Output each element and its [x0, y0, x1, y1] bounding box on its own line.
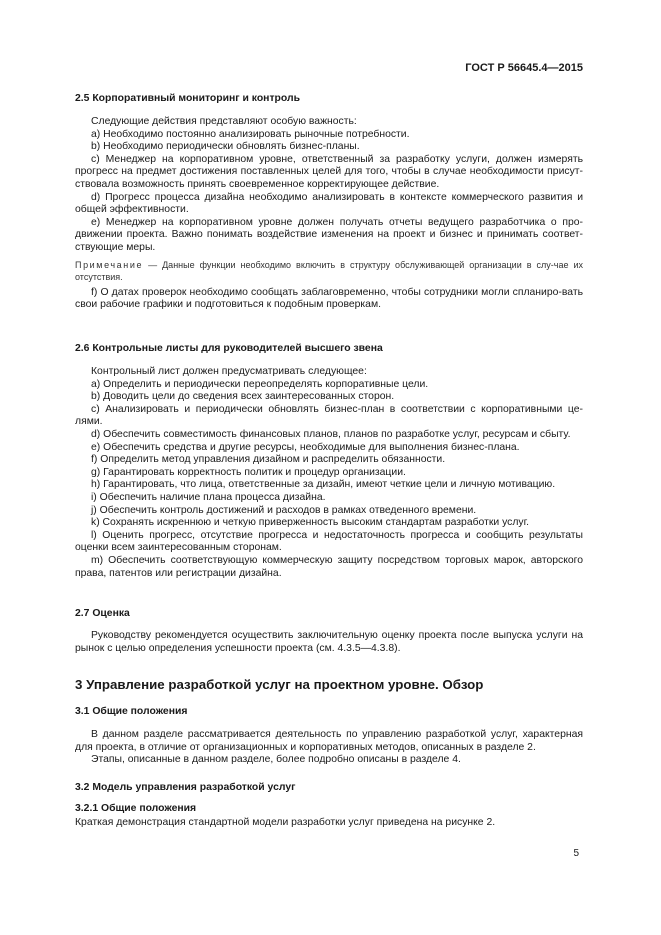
paragraph: Следующие действия представляют особую важность: — [91, 116, 357, 127]
section-2-7-body — [75, 630, 583, 655]
list-item: m) Обеспечить соответствующую коммерческую защиту посредством торговых марок, авторского права, патентов или регистрации дизайна. — [75, 554, 583, 579]
list-item: i) Обеспечить наличие плана процесса дизайна. — [91, 491, 326, 503]
section-3-2-1-body — [75, 817, 583, 830]
list-item: d) Обеспечить совместимость финансовых планов, планов по разработке услуг, ресурсам и сбыту. — [91, 428, 571, 440]
list-item: h) Гарантировать, что лица, ответственные за дизайн, имеют четкие цели и личную мотивацию. — [91, 479, 556, 491]
paragraph: Краткая демонстрация стандартной модели разработки услуг приведена на рисунке 2. — [75, 817, 496, 828]
section-2-5-heading: 2.5 Корпоративный мониторинг и контроль — [75, 93, 300, 104]
list-item: g) Гарантировать корректность политик и процедур организации. — [91, 466, 406, 478]
section-3-2-heading: 3.2 Модель управления разработкой услуг — [75, 782, 296, 793]
list-item: b) Доводить цели до сведения всех заинтересованных сторон. — [91, 391, 395, 403]
list-item: f) Определить метод управления дизайном и распределить обязанности. — [91, 454, 446, 466]
list-item: e) Обеспечить средства и другие ресурсы, необходимые для выполнения бизнес-плана. — [91, 441, 520, 453]
list-item: b) Необходимо периодически обновлять бизнес-планы. — [91, 141, 360, 153]
paragraph: Этапы, описанные в данном разделе, более подробно описаны в разделе 4. — [91, 754, 461, 766]
note — [75, 259, 583, 283]
standard-designation: ГОСТ Р 56645.4—2015 — [465, 62, 583, 74]
list-item: l) Оценить прогресс, отсутствие прогресса и недостаточность прогресса и сообщить результаты оценки всем заинтересованным сторонам. — [75, 529, 583, 554]
list-item: e) Менеджер на корпоративном уровне должен получать отчеты ведущего разработчика о про-движении проекта. Важно понимать воздействие изменения на проект и бизнес и принимать соответ-ствующие меры. — [75, 216, 583, 253]
section-2-7-heading: 2.7 Оценка — [75, 608, 130, 619]
list-item: c) Менеджер на корпоративном уровне, ответственный за разработку услуги, должен измерять прогресс на предмет достижения поставленных целей для того, чтобы в случае необходимости присут-ствовала возможность принять своевременное корректирующее действие. — [75, 153, 583, 190]
section-2-5-body — [75, 116, 583, 312]
section-2-6-body — [75, 366, 583, 580]
paragraph: Контрольный лист должен предусматривать следующее: — [91, 366, 367, 377]
paragraph: Руководству рекомендуется осуществить заключительную оценку проекта после выпуска услуги на рынок с целью определения успешности проекта (см. 4.3.5—4.3.8). — [75, 630, 583, 654]
list-item: k) Сохранять искреннюю и четкую приверженность высоким стандартам разработки услуг. — [91, 517, 530, 529]
list-item: f) О датах проверок необходимо сообщать заблаговременно, чтобы сотрудники могли спланиро-вать свои рабочие графики и подготовиться к подобным проверкам. — [75, 286, 583, 311]
section-3-heading: 3 Управление разработкой услуг на проектном уровне. Обзор — [75, 677, 484, 692]
section-3-1-heading: 3.1 Общие положения — [75, 706, 188, 717]
list-item: a) Определить и периодически переопределять корпоративные цели. — [91, 378, 429, 390]
page-number: 5 — [573, 848, 579, 859]
note-label: Примечание — [75, 259, 144, 270]
list-item: c) Анализировать и периодически обновлять бизнес-план в соответствии c корпоративными це-лями. — [75, 403, 583, 428]
note-text: — Данные функции необходимо включить в структуру обслуживающей организации в слу-чае их отсутствия. — [75, 259, 583, 282]
list-item: j) Обеспечить контроль достижений и расходов в рамках отведенного времени. — [91, 504, 477, 516]
section-2-6-heading: 2.6 Контрольные листы для руководителей высшего звена — [75, 343, 383, 354]
section-3-2-1-heading: 3.2.1 Общие положения — [75, 803, 197, 814]
list-item: d) Прогресс процесса дизайна необходимо анализировать в контексте коммерческого развития и общей эффективности. — [75, 191, 583, 216]
section-3-1-body — [75, 729, 583, 767]
list-item: a) Необходимо постоянно анализировать рыночные потребности. — [91, 128, 410, 140]
paragraph: В данном разделе рассматривается деятельность по управлению разработкой услуг, характерная для проекта, в отличие от организационных и корпоративных методов, описанных в разделе 2. — [75, 729, 583, 753]
